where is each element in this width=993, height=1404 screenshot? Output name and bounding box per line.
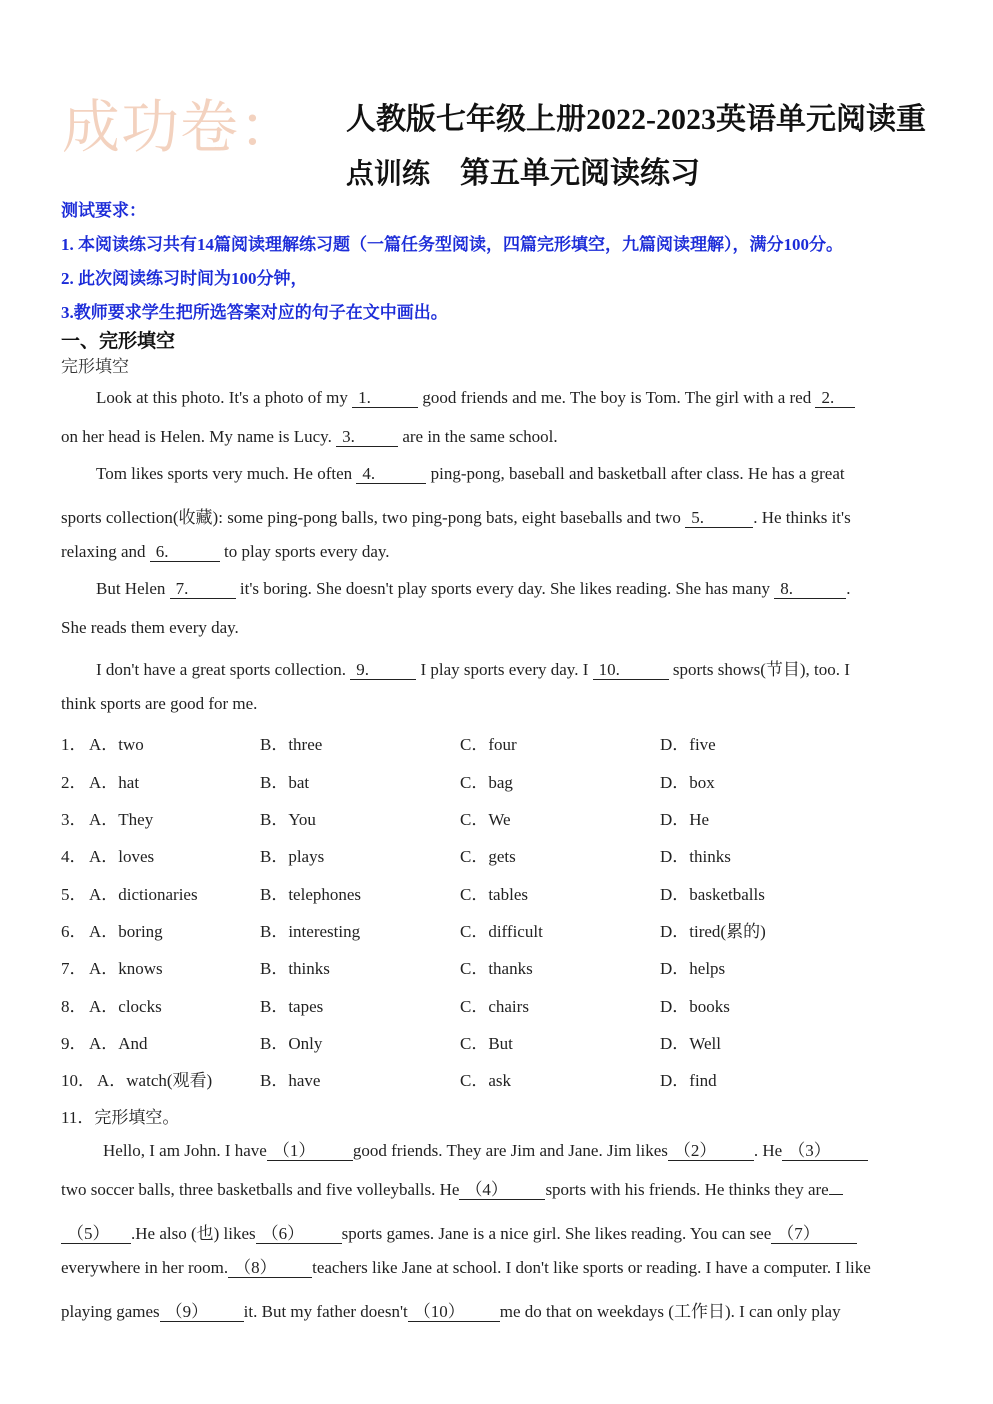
option-d[interactable]: D．thinks	[660, 847, 731, 866]
blank-c1: （1）	[267, 1142, 353, 1161]
blank-4: 4.	[356, 465, 426, 484]
option-d[interactable]: D．basketballs	[660, 885, 765, 904]
title-suffix: 点训练	[346, 159, 431, 190]
option-c[interactable]: C．But	[460, 1034, 513, 1053]
question-list	[61, 730, 941, 1110]
option-c[interactable]: C．tables	[460, 885, 528, 904]
text: I don't have a great sports collection.	[96, 660, 346, 679]
passage2-line5	[61, 1297, 841, 1322]
option-c[interactable]: C．gets	[460, 847, 516, 866]
text: to play sports every day.	[224, 542, 390, 561]
text: I play sports every day. I	[420, 660, 589, 679]
option-a[interactable]: A．They	[89, 810, 154, 829]
option-d[interactable]: D．Well	[660, 1034, 721, 1053]
question-number: 1．	[61, 735, 87, 754]
document-title-line2	[346, 148, 700, 192]
passage1-line6	[96, 579, 850, 599]
question-number: 9．	[61, 1034, 87, 1053]
blank-c8: （8）	[228, 1259, 312, 1278]
option-d[interactable]: D．box	[660, 773, 715, 792]
option-a[interactable]: A．dictionaries	[89, 885, 198, 904]
option-d[interactable]: D．five	[660, 735, 716, 754]
question-number: 8．	[61, 997, 87, 1016]
passage2-line1	[103, 1141, 868, 1161]
option-b[interactable]: B．tapes	[260, 997, 324, 1016]
blank-10: 10.	[593, 661, 669, 680]
passage1-line3	[96, 464, 845, 484]
text: . He thinks it's	[753, 508, 851, 527]
option-d[interactable]: D．find	[660, 1071, 717, 1090]
document-title-line1: 人教版七年级上册2022-2023英语单元阅读重	[346, 103, 926, 136]
blank-c2: （2）	[668, 1142, 754, 1161]
text: But Helen	[96, 579, 166, 598]
option-c[interactable]: C．four	[460, 735, 517, 754]
passage1-line4	[61, 503, 851, 528]
question-number: 3．	[61, 810, 87, 829]
text: good friends and me. The boy is Tom. The girl with a red	[422, 388, 812, 407]
option-c[interactable]: C．ask	[460, 1071, 511, 1090]
option-b[interactable]: B．interesting	[260, 922, 361, 941]
text: on her head is Helen. My name is Lucy.	[61, 427, 332, 446]
section-subtitle: 完形填空	[61, 357, 129, 376]
option-d[interactable]: D．tired(累的)	[660, 922, 766, 941]
text: two soccer balls, three basketballs and five volleyballs. He	[61, 1180, 460, 1199]
option-a[interactable]: A．boring	[89, 922, 163, 941]
text: teachers like Jane at school. I don't like sports or reading. I have a computer. I like	[312, 1258, 871, 1277]
option-d[interactable]: D．helps	[660, 959, 726, 978]
text: . He	[753, 1141, 783, 1160]
option-c[interactable]: C．thanks	[460, 959, 533, 978]
passage2-line3	[61, 1219, 857, 1244]
section-title: 一、完形填空	[61, 330, 176, 352]
text: playing games	[61, 1302, 160, 1321]
question-number: 7．	[61, 959, 87, 978]
text: Hello, I am John. I have	[103, 1141, 267, 1160]
option-a[interactable]: A．hat	[89, 773, 140, 792]
passage2-line4	[61, 1258, 871, 1278]
requirement-item-1: 1. 本阅读练习共有14篇阅读理解练习题（一篇任务型阅读，四篇完形填空，九篇阅读理解），满分100分。	[61, 235, 843, 254]
option-b[interactable]: B．Only	[260, 1034, 323, 1053]
option-b[interactable]: B．three	[260, 735, 323, 754]
passage2-line2	[61, 1180, 843, 1200]
blank-1: 1.	[352, 389, 418, 408]
blank-c9: （9）	[160, 1303, 244, 1322]
question-number: 2．	[61, 773, 87, 792]
blank-2: 2.	[815, 389, 855, 408]
option-b[interactable]: B．have	[260, 1071, 321, 1090]
option-a[interactable]: A．clocks	[89, 997, 162, 1016]
passage1-line7: She reads them every day.	[61, 618, 239, 637]
option-d[interactable]: D．He	[660, 810, 710, 829]
option-b[interactable]: B．plays	[260, 847, 325, 866]
blank-9: 9.	[350, 661, 416, 680]
question-number: 5．	[61, 885, 87, 904]
text: Tom likes sports very much. He often	[96, 464, 353, 483]
blank-c7: （7）	[771, 1225, 857, 1244]
text: good friends. They are Jim and Jane. Jim likes	[352, 1141, 668, 1160]
option-b[interactable]: B．You	[260, 810, 316, 829]
text: .He also (也) likes	[131, 1224, 256, 1243]
question-number: 10．	[61, 1071, 95, 1090]
text: .	[846, 579, 851, 598]
text: ping-pong, baseball and basketball after class. He has a great	[430, 464, 845, 483]
watermark-stamp: 成功卷：	[62, 93, 299, 161]
option-c[interactable]: C．We	[460, 810, 511, 829]
blank-c6: （6）	[256, 1225, 342, 1244]
passage1-line5	[61, 542, 390, 562]
requirement-item-3: 3.教师要求学生把所选答案对应的句子在文中画出。	[61, 303, 448, 322]
text: me do that on weekdays (工作日). I can only play	[499, 1302, 841, 1321]
text: sports with his friends. He thinks they are	[545, 1180, 829, 1199]
option-a[interactable]: A．loves	[89, 847, 155, 866]
blank-c4: （4）	[459, 1181, 545, 1200]
option-b[interactable]: B．thinks	[260, 959, 330, 978]
option-a[interactable]: A．two	[89, 735, 144, 754]
unit-title: 第五单元阅读练习	[460, 156, 701, 191]
option-a[interactable]: A．watch(观看)	[97, 1071, 213, 1090]
question-number: 4．	[61, 847, 87, 866]
blank-c5: （5）	[61, 1225, 131, 1244]
passage1-line1	[96, 388, 855, 408]
requirements-heading: 测试要求：	[61, 201, 146, 220]
blank-tail	[829, 1194, 843, 1195]
blank-6: 6.	[150, 543, 220, 562]
text: sports collection(收藏): some ping-pong balls, two ping-pong bats, eight baseballs and two	[61, 508, 681, 527]
text: it. But my father doesn't	[243, 1302, 408, 1321]
requirement-item-2: 2. 此次阅读练习时间为100分钟，	[61, 269, 308, 288]
option-c[interactable]: C．bag	[460, 773, 513, 792]
passage1-line8	[96, 655, 850, 680]
text: everywhere in her room.	[61, 1258, 229, 1277]
option-c[interactable]: C．difficult	[460, 922, 543, 941]
passage2-heading: 11．完形填空。	[61, 1108, 180, 1127]
blank-5: 5.	[685, 509, 753, 528]
passage1-line2	[61, 427, 558, 447]
passage1-line9: think sports are good for me.	[61, 694, 258, 713]
option-c[interactable]: C．chairs	[460, 997, 529, 1016]
text: sports shows(节目), too. I	[672, 660, 850, 679]
option-a[interactable]: A．knows	[89, 959, 163, 978]
text: it's boring. She doesn't play sports every day. She likes reading. She has many	[239, 579, 770, 598]
blank-8: 8.	[774, 580, 846, 599]
text: are in the same school.	[402, 427, 558, 446]
text: sports games. Jane is a nice girl. She likes reading. You can see	[341, 1224, 772, 1243]
option-d[interactable]: D．books	[660, 997, 730, 1016]
option-a[interactable]: A．And	[89, 1034, 148, 1053]
blank-c3: （3）	[782, 1142, 868, 1161]
option-b[interactable]: B．telephones	[260, 885, 362, 904]
option-b[interactable]: B．bat	[260, 773, 310, 792]
blank-7: 7.	[170, 580, 236, 599]
blank-3: 3.	[336, 428, 398, 447]
question-number: 6．	[61, 922, 87, 941]
blank-c10: （10）	[408, 1303, 500, 1322]
text: Look at this photo. It's a photo of my	[96, 388, 348, 407]
text: relaxing and	[61, 542, 146, 561]
